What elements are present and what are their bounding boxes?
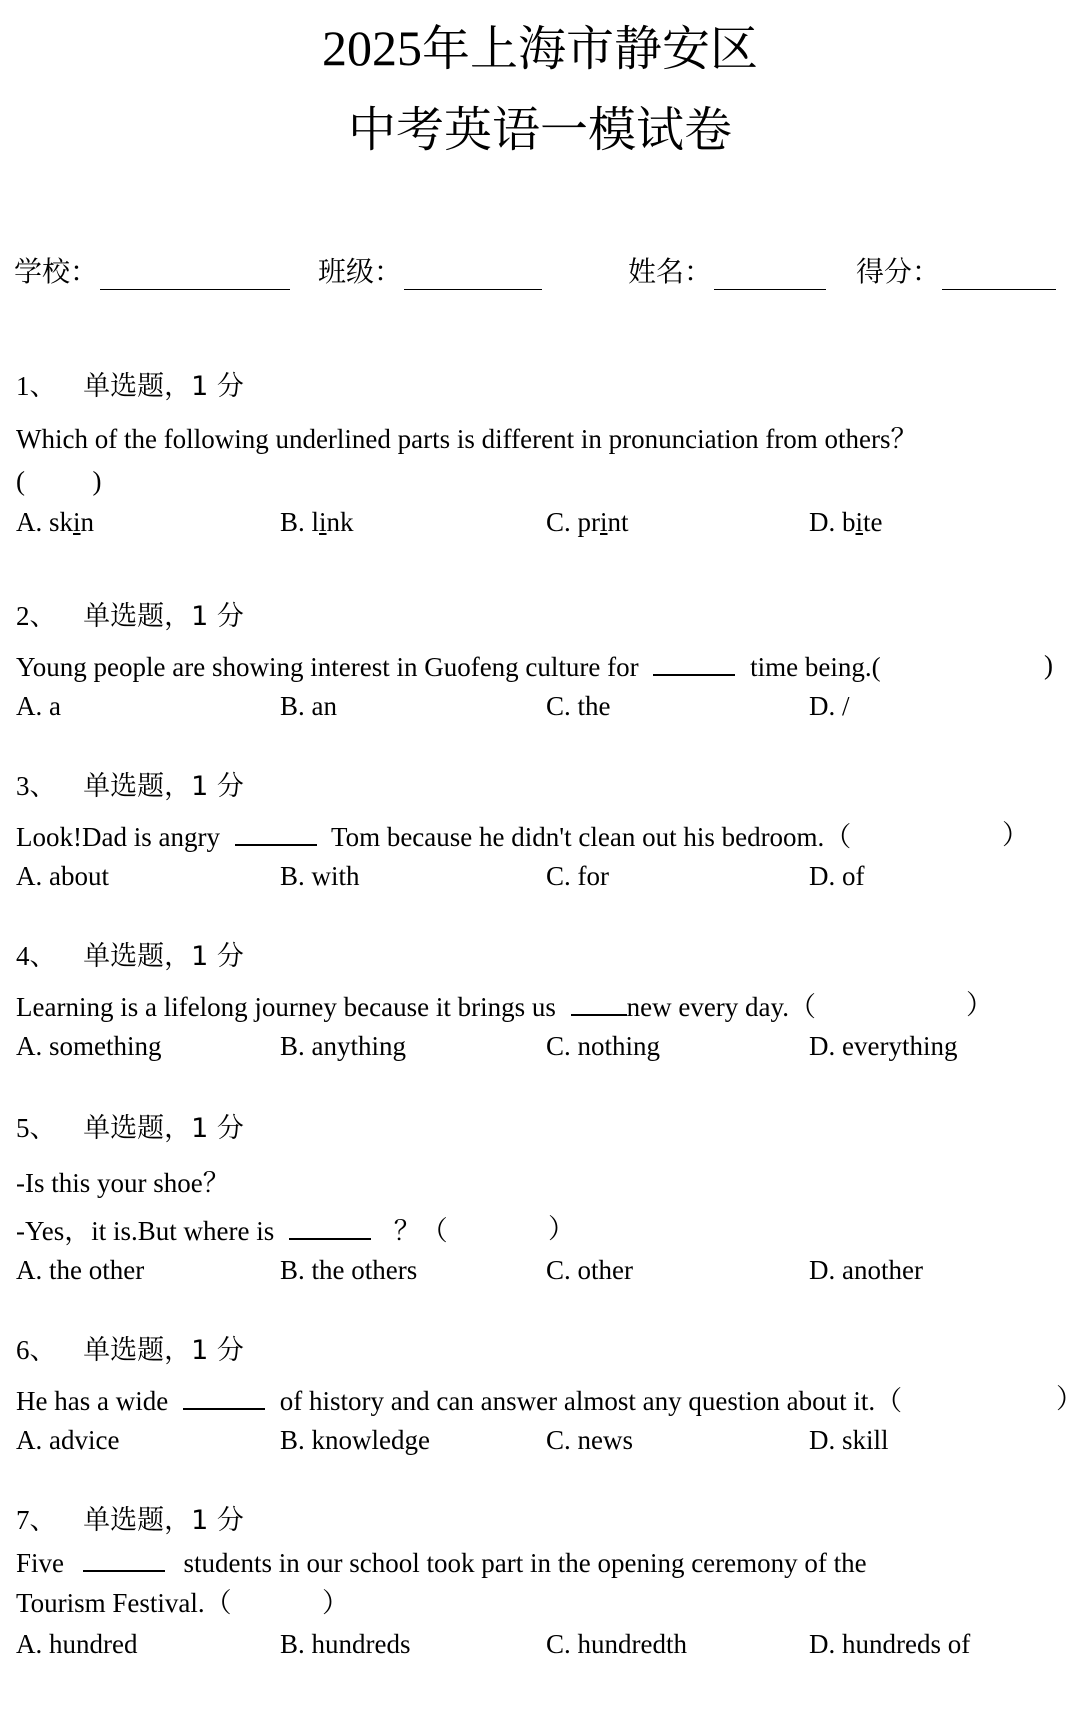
option-c[interactable]: C. other: [546, 1255, 633, 1285]
options: [16, 686, 1076, 726]
option-d[interactable]: D. another: [809, 1255, 923, 1285]
option-b[interactable]: B. link: [280, 507, 354, 537]
options: [16, 856, 1076, 896]
answer-blank[interactable]: [83, 1540, 165, 1572]
option-a[interactable]: A. skin: [16, 507, 95, 537]
exam-title: [0, 18, 1080, 79]
question-header: [16, 1108, 1076, 1148]
answer-blank[interactable]: [183, 1378, 265, 1410]
exam-subtitle: 中考英语一模试卷: [347, 102, 732, 158]
option-b[interactable]: B. knowledge: [280, 1425, 430, 1455]
question-1: [16, 366, 1076, 542]
question-5: [16, 1108, 1076, 1290]
question-2: [16, 596, 1076, 726]
question-type: 单选题，1 分: [83, 601, 244, 632]
option-d[interactable]: D. hundreds of: [809, 1629, 971, 1659]
option-c[interactable]: C. hundredth: [546, 1629, 687, 1659]
question-header: [16, 366, 1076, 406]
option-a[interactable]: A. hundred: [16, 1629, 138, 1659]
option-c[interactable]: C. for: [546, 861, 609, 891]
question-header: [16, 596, 1076, 636]
paren-close: ）: [548, 1214, 575, 1244]
exam-title-text: 年上海市静安区: [421, 21, 758, 77]
question-header: [16, 1500, 1076, 1540]
option-c[interactable]: C. nothing: [546, 1031, 661, 1061]
name-label: 姓名：: [628, 255, 713, 288]
answer-blank[interactable]: [571, 984, 627, 1016]
option-a[interactable]: A. about: [16, 861, 109, 891]
question-number: 7、: [16, 1505, 57, 1535]
question-header: [16, 766, 1076, 806]
options: [16, 502, 1076, 542]
option-b[interactable]: B. the others: [280, 1255, 418, 1285]
paren-close: ): [1044, 650, 1053, 680]
name-blank[interactable]: [714, 259, 826, 290]
question-stem: Young people are showing interest in Guofeng culture for time being.( ): [16, 644, 1076, 686]
question-4: [16, 936, 1076, 1066]
question-stem-line-1: Five students in our school took part in the opening ceremony of the: [16, 1540, 1076, 1582]
score-blank[interactable]: [942, 259, 1056, 290]
option-a[interactable]: A. the other: [16, 1255, 145, 1285]
school-field: [14, 250, 290, 290]
school-blank[interactable]: [100, 259, 290, 290]
option-b[interactable]: B. an: [280, 691, 337, 721]
option-d[interactable]: D. of: [809, 861, 865, 891]
question-stem: Learning is a lifelong journey because it brings us new every day.（ ）: [16, 984, 1076, 1026]
question-stem-line-1: -Is this your shoe？: [16, 1168, 230, 1198]
options: [16, 1250, 1076, 1290]
paren-close: ）: [1056, 1384, 1083, 1414]
question-number: 3、: [16, 771, 57, 801]
question-type: 单选题，1 分: [83, 1505, 244, 1536]
options: [16, 1420, 1076, 1460]
class-field: [318, 250, 542, 290]
score-label: 得分：: [856, 255, 941, 288]
score-field: [856, 250, 1056, 290]
class-blank[interactable]: [404, 259, 542, 290]
option-a[interactable]: A. advice: [16, 1425, 120, 1455]
option-d[interactable]: D. bite: [809, 507, 883, 537]
question-number: 2、: [16, 601, 57, 631]
answer-blank[interactable]: [235, 814, 317, 846]
answer-paren: ( ): [16, 466, 102, 496]
question-number: 6、: [16, 1335, 57, 1365]
question-type: 单选题，1 分: [83, 1335, 244, 1366]
question-7: [16, 1500, 1076, 1664]
paren-close: ）: [966, 990, 993, 1020]
question-stem: Which of the following underlined parts is different in pronunciation from others？: [16, 424, 918, 454]
question-3: [16, 766, 1076, 896]
question-type: 单选题，1 分: [83, 771, 244, 802]
name-field: [628, 250, 826, 290]
question-stem: Look!Dad is angry Tom because he didn't clean out his bedroom.（ ）: [16, 814, 1076, 856]
option-a[interactable]: A. a: [16, 691, 61, 721]
option-a[interactable]: A. something: [16, 1031, 162, 1061]
answer-blank[interactable]: [653, 644, 735, 676]
options: [16, 1624, 1076, 1664]
option-b[interactable]: B. with: [280, 861, 360, 891]
option-b[interactable]: B. anything: [280, 1031, 406, 1061]
paren-close: ）: [1002, 820, 1029, 850]
class-label: 班级：: [318, 255, 403, 288]
question-stem: He has a wide of history and can answer almost any question about it.（ ）: [16, 1378, 1076, 1420]
question-number: 5、: [16, 1113, 57, 1143]
question-number: 4、: [16, 941, 57, 971]
exam-year: 2025: [321, 20, 422, 76]
option-c[interactable]: C. print: [546, 507, 629, 537]
question-6: [16, 1330, 1083, 1460]
question-number: 1、: [16, 371, 57, 401]
answer-blank[interactable]: [289, 1208, 371, 1240]
options: [16, 1026, 1076, 1066]
question-stem-line-2: Tourism Festival.（ ）: [16, 1582, 1076, 1624]
option-c[interactable]: C. news: [546, 1425, 633, 1455]
option-b[interactable]: B. hundreds: [280, 1629, 411, 1659]
question-type: 单选题，1 分: [83, 1113, 244, 1144]
school-label: 学校：: [14, 255, 99, 288]
option-d[interactable]: D. skill: [809, 1425, 889, 1455]
option-d[interactable]: D. everything: [809, 1031, 958, 1061]
question-stem-line-2: -Yes，it is.But where is ？（ ）: [16, 1208, 1076, 1250]
option-c[interactable]: C. the: [546, 691, 611, 721]
question-type: 单选题，1 分: [83, 371, 244, 402]
paren-close: ）: [322, 1588, 349, 1618]
question-header: [16, 936, 1076, 976]
option-d[interactable]: D. /: [809, 691, 850, 721]
question-type: 单选题，1 分: [83, 941, 244, 972]
question-header: [16, 1330, 1076, 1370]
